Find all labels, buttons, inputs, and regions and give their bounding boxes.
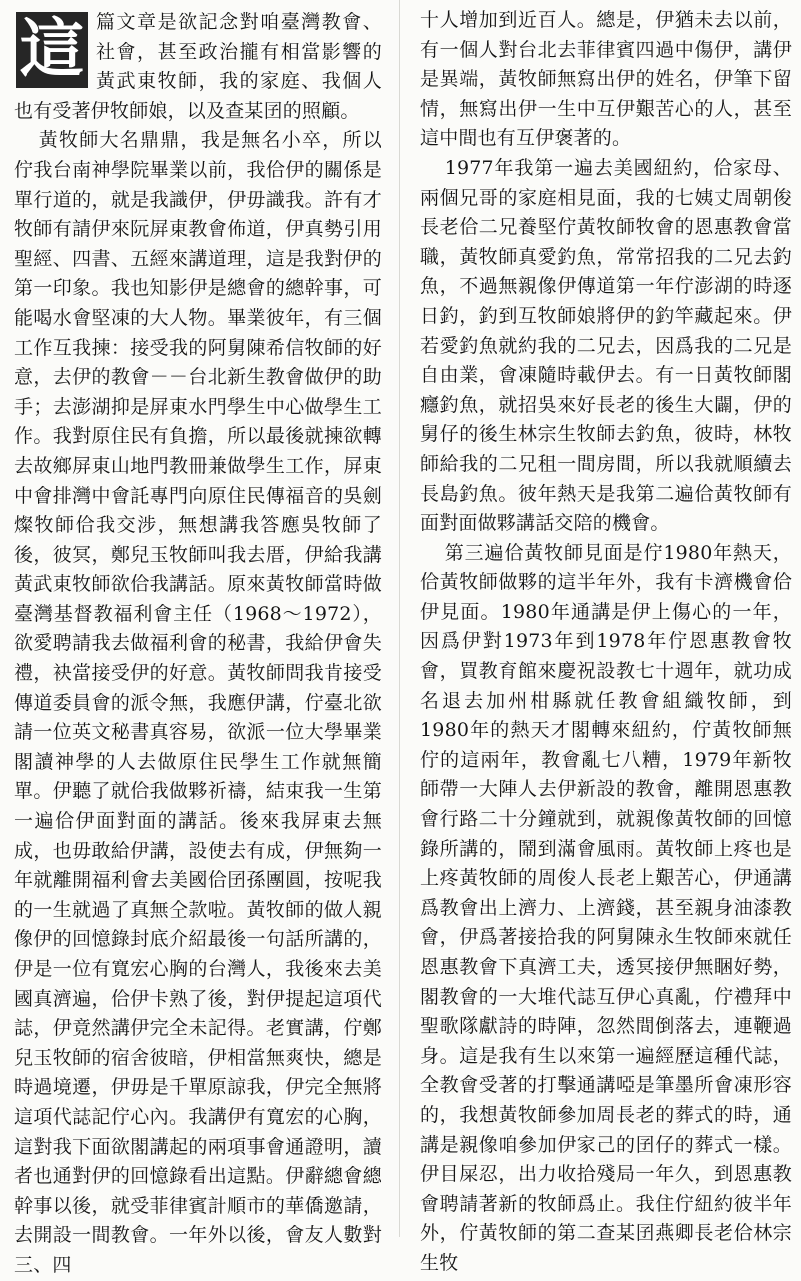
- left-column: [14, 8, 382, 1281]
- opening-text: 篇文章是欲記念對咱臺灣教會、社會，甚至政治攏有相當影響的黃武東牧師，我的家庭、我個人也有受著伊牧師娘，以及查某囝的照顧。: [14, 11, 382, 122]
- paragraph: 第三遍佮黃牧師見面是佇1980年熱天，佮黃牧師做夥的這半年外，我有卡濟機會佮伊見面。1980年通講是伊上傷心的一年，因爲伊對1973年到1978年佇恩惠教會牧會，買教育館來慶祝設教七十週年，就功成名退去加州柑縣就任教會組織牧師，到1980年的熱天才閣轉來紐約，佇黃牧師無佇的這兩年，教會亂七八糟，1979年新牧師帶一大陣人去伊新設的教會，離開恩惠教會行路二十分鐘就到，就親像黃牧師的回憶錄所講的，鬧到滿會風雨。黃牧師上疼也是上疼黃牧師的周俊人長老上艱苦心，伊通講爲教會出上濟力、上濟錢，甚至親身油漆教會，伊爲著接拾我的阿舅陳永生牧師來就任恩惠教會下真濟工夫，透冥接伊無睏好勢，閣教會的一大堆代誌互伊心真亂，佇禮拜中聖歌隊獻詩的時陣，忽然間倒落去，連鞭過身。這是我有生以來第一遍經歷這種代誌，全教會受著的打擊通講啞是筆墨所會凍形容的，我想黃牧師參加周長老的葬式的時，通講是親像咱參加伊家己的囝仔的葬式一樣。伊目屎忍，出力收拾殘局一年久，到恩惠教會聘請著新的牧師爲止。我住佇紐約彼半年外，佇黃牧師的第二查某囝燕卿長老佮林宗生牧: [420, 541, 792, 1274]
- drop-cap: 這: [16, 12, 88, 88]
- continued-paragraph: 十人增加到近百人。總是，伊猶未去以前，有一個人對台北去菲律賓四過中傷伊，講伊是異端，黃牧師無寫出伊的姓名，伊筆下留情，無寫出伊一生中互伊艱苦心的人，甚至這中間也有互伊褒著的。: [420, 9, 792, 150]
- opening-paragraph: [14, 8, 382, 126]
- paragraph: 1977年我第一遍去美國紐約，佮家母、兩個兄哥的家庭相見面，我的七姨丈周朝俊長老佮二兄養堅佇黃牧師牧會的恩惠教會當職，黃牧師真愛釣魚，常常招我的二兄去釣魚，不過無親像伊傳道第一年佇澎湖的時逐日釣，釣到互牧師娘將伊的釣竿藏起來。伊若愛釣魚就約我的二兄去，因爲我的二兄是自由業，會凍隨時載伊去。有一日黃牧師閣癮釣魚，就招吳來好長老的後生大闢，伊的舅仔的後生林宗生牧師去釣魚，彼時，林牧師給我的二兄租一間房間，所以我就順續去長島釣魚。彼年熱天是我第二遍佮黃牧師有面對面做夥講話交陪的機會。: [420, 156, 792, 535]
- right-column: [420, 6, 792, 1279]
- paragraph: 黃牧師大名鼎鼎，我是無名小卒，所以佇我台南神學院畢業以前，我佮伊的關係是單行道的，就是我識伊，伊毋識我。許有才牧師有請伊來阮屏東教會佈道，伊真勢引用聖經、四書、五經來講道理，這是我對伊的第一印象。我也知影伊是總會的總幹事，可能喝水會堅凍的大人物。畢業彼年，有三個工作互我揀：接受我的阿舅陳希信牧師的好意，去伊的教會－－台北新生教會做伊的助手；去澎湖抑是屏東水門學生中心做學生工作。我對原住民有負擔，所以最後就揀欲轉去故鄉屏東山地門教冊兼做學生工作，屏東中會排灣中會託專門向原住民傳福音的吳劍燦牧師佮我交涉，無想講我答應吳牧師了後，彼冥，鄭兒玉牧師叫我去厝，伊給我講黃武東牧師欲佮我講話。原來黃牧師當時做臺灣基督教福利會主任（1968～1972），欲愛聘請我去做福利會的秘書，我給伊會失禮，袂當接受伊的好意。黃牧師問我肯接受傳道委員會的派令無，我應伊講，佇臺北欲請一位英文秘書真容易，欲派一位大學畢業閣讀神學的人去做原住民學生工作就無簡單。伊聽了就佮我做夥祈禱，結束我一生第一遍佮伊面對面的講話。後來我屏東去無成，也毋敢給伊講，設使去有成，伊無夠一年就離開福利會去美國佮囝孫團圓，按呢我的一生就過了真無仝款啦。黃牧師的做人親像伊的回憶錄封底介紹最後一句話所講的，伊是一位有寬宏心胸的台灣人，我後來去美國真濟遍，佮伊卡熟了後，對伊提起這項代誌，伊竟然講伊完全未記得。老實講，佇鄭兒玉牧師的宿舍彼暗，伊相當無爽快，總是時過境遷，伊毋是千單原諒我，伊完全無將這項代誌記佇心內。我講伊有寬宏的心胸，這對我下面欲閣講起的兩項事會通證明，讀者也通對伊的回憶錄看出這點。伊辭總會總幹事以後，就受菲律賓計順市的華僑邀請，去開設一間教會。一年外以後，會友人數對三、四: [14, 129, 382, 1276]
- column-divider: [399, 0, 400, 1237]
